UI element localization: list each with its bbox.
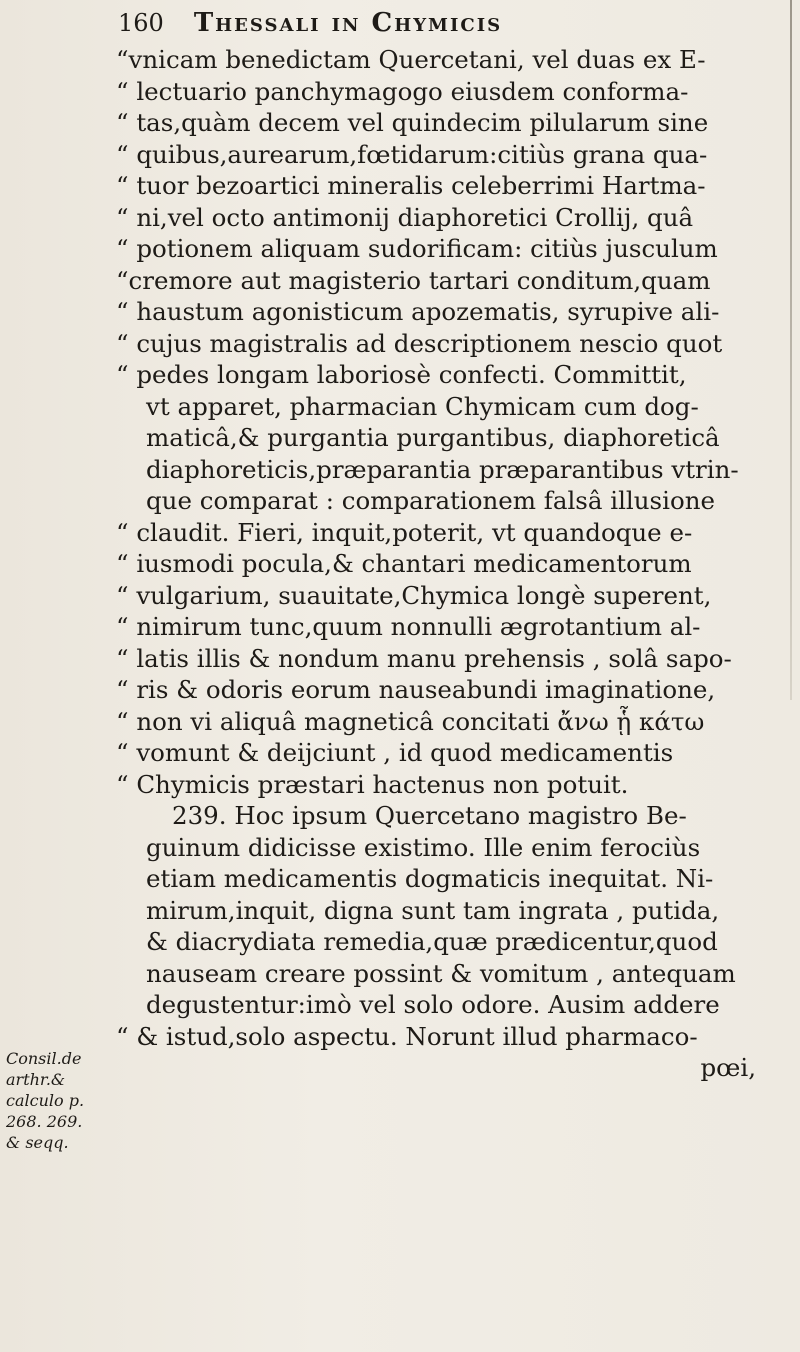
text-line: nauseam creare possint & vomitum , antequam xyxy=(146,958,736,988)
text-line: “ ni,vel octo antimonij diaphoretici Crollij, quâ xyxy=(116,202,694,232)
text-line: mirum,inquit, digna sunt tam ingrata , putida, xyxy=(146,895,720,925)
body-text xyxy=(116,44,792,1084)
text-line: “ nimirum tunc,quum nonnulli ægrotantium al- xyxy=(116,612,701,641)
paragraph-start-line: 239. Hoc ipsum Quercetano magistro Be- xyxy=(172,801,687,830)
page-header xyxy=(118,8,778,38)
text-line: “ tuor bezoartici mineralis celeberrimi Hartma- xyxy=(116,171,706,200)
text-line: “ lectuario panchymagogo eiusdem conforma- xyxy=(116,76,689,106)
margin-note-line: arthr.& xyxy=(6,1070,66,1089)
margin-note-line: 268. 269. xyxy=(6,1112,83,1131)
margin-note-line: & seqq. xyxy=(6,1133,69,1152)
text-line: “ vomunt & deijciunt , id quod medicamentis xyxy=(116,738,674,767)
text-line: “ Chymicis præstari hactenus non potuit. xyxy=(116,769,629,799)
text-line: etiam medicamentis dogmaticis inequitat. Ni- xyxy=(146,864,714,893)
text-line: diaphoreticis,præparantia præparantibus vtrin- xyxy=(146,454,739,484)
text-line: “ latis illis & nondum manu prehensis , solâ sapo- xyxy=(116,643,732,673)
text-line: vt apparet, pharmacian Chymicam cum dog- xyxy=(146,391,699,421)
text-line: guinum didicisse existimo. Ille enim ferociùs xyxy=(146,832,701,862)
text-line: “ haustum agonisticum apozematis, syrupive ali- xyxy=(116,297,720,326)
text-line: “ ris & odoris eorum nauseabundi imaginatione, xyxy=(116,675,716,704)
text-line: “ quibus,aurearum,fœtidarum:citiùs grana qua- xyxy=(116,139,708,169)
text-line: “ claudit. Fieri, inquit,poterit, vt quandoque e- xyxy=(116,517,693,547)
text-line: “ non vi aliquâ magneticâ concitati ἄνω ᾗ κάτω xyxy=(116,706,705,736)
text-line: “ cujus magistralis ad descriptionem nescio quot xyxy=(116,328,723,358)
margin-note-line: Consil.de xyxy=(6,1049,82,1068)
text-line: degustentur:imò vel solo odore. Ausim addere xyxy=(146,990,720,1019)
text-line: & diacrydiata remedia,quæ prædicentur,quod xyxy=(146,927,718,956)
margin-note-line: calculo p. xyxy=(6,1091,85,1110)
margin-note xyxy=(6,1048,106,1153)
text-line: “ vulgarium, suauitate,Chymica longè superent, xyxy=(116,580,712,610)
page-number: 160 xyxy=(118,9,164,37)
text-line: “ potionem aliquam sudorificam: citiùs jusculum xyxy=(116,234,718,263)
text-line: “ iusmodi pocula,& chantari medicamentorum xyxy=(116,549,692,578)
text-line: que comparat : comparationem falsâ illusione xyxy=(146,486,715,515)
text-line: maticâ,& purgantia purgantibus, diaphoreticâ xyxy=(146,423,720,452)
catchword: pœi, xyxy=(700,1053,756,1082)
text-line: “ & istud,solo aspectu. Norunt illud pharmaco- xyxy=(116,1021,698,1051)
text-line: “ pedes longam laboriosè confecti. Committit, xyxy=(116,360,687,389)
running-head: Thessali in Chymicis xyxy=(193,8,503,38)
text-line: “vnicam benedictam Quercetani, vel duas ex E- xyxy=(116,45,706,74)
text-line: “cremore aut magisterio tartari conditum,quam xyxy=(116,265,711,295)
text-line: “ tas,quàm decem vel quindecim pilularum sine xyxy=(116,108,709,137)
